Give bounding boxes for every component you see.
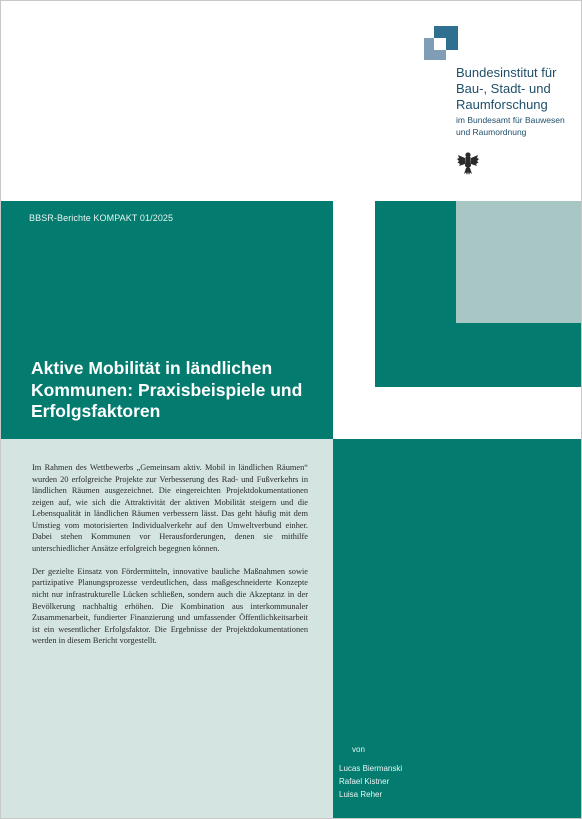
- author-name: Lucas Biermanski: [339, 764, 403, 773]
- author-name: Rafael Kistner: [339, 776, 390, 786]
- abstract-paragraph: Der gezielte Einsatz von Fördermitteln, innovative bauliche Maßnahmen sowie partizipative Planungsprozesse verdeutlichen, dass maßgeschneiderte Konzepte nicht nur infrastrukturelle Lücken schließen, sondern auch die Akzeptanz in der Bevölkerung nachhaltig erhöhen. Die Kombination aus interkommunaler Zusammenarbeit, fundierter Finanzierung und umfassender Öffentlichkeitsarbeit ist ein wesentlicher Erfolgsfaktor. Die Ergebnisse der Projektdokumentationen werden in diesem Bericht vorgestellt.: [32, 566, 308, 646]
- abstract-paragraph: Im Rahmen des Wettbewerbs „Gemeinsam aktiv. Mobil in ländlichen Räumen“ wurden 20 erfolgreiche Projekte zur Verbesserung des Rad- und Fußverkehrs in ländlichen Räumen ausgezeichnet. Die eingereichten Projektdokumentationen zeigen auf, wie sich die Attraktivität der aktiven Mobilität steigern und die Lebensqualität in ländlichen Räumen verbessern lässt. Das geht häufig mit dem Umstieg vom motorisierten Individualverkehr auf den Umweltverbund einher. Dabei stehen Kommunen vor Herausforderungen, denen sie mithilfe unterschiedlicher Ansätze erfolgreich begegnen können.: [32, 463, 308, 553]
- author-name: Luisa Reher: [339, 789, 383, 799]
- report-title: Aktive Mobilität in ländlichen Kommunen: Praxisbeispiele und Erfolgsfaktoren: [31, 358, 303, 421]
- accent-block-light: [456, 201, 581, 323]
- federal-eagle-icon: [456, 149, 480, 177]
- series-label: BBSR-Berichte KOMPAKT 01/2025: [29, 213, 174, 223]
- author-list: [339, 763, 402, 801]
- by-label: von: [352, 745, 365, 754]
- abstract-text: [32, 462, 308, 658]
- author-panel: [333, 439, 581, 818]
- institute-name: Bundesinstitut für Bau-, Stadt- und Raumforschung: [456, 65, 557, 112]
- bbsr-logo-icon: [424, 26, 458, 60]
- institute-subtitle: im Bundesamt für Bauwesen und Raumordnung: [456, 115, 565, 137]
